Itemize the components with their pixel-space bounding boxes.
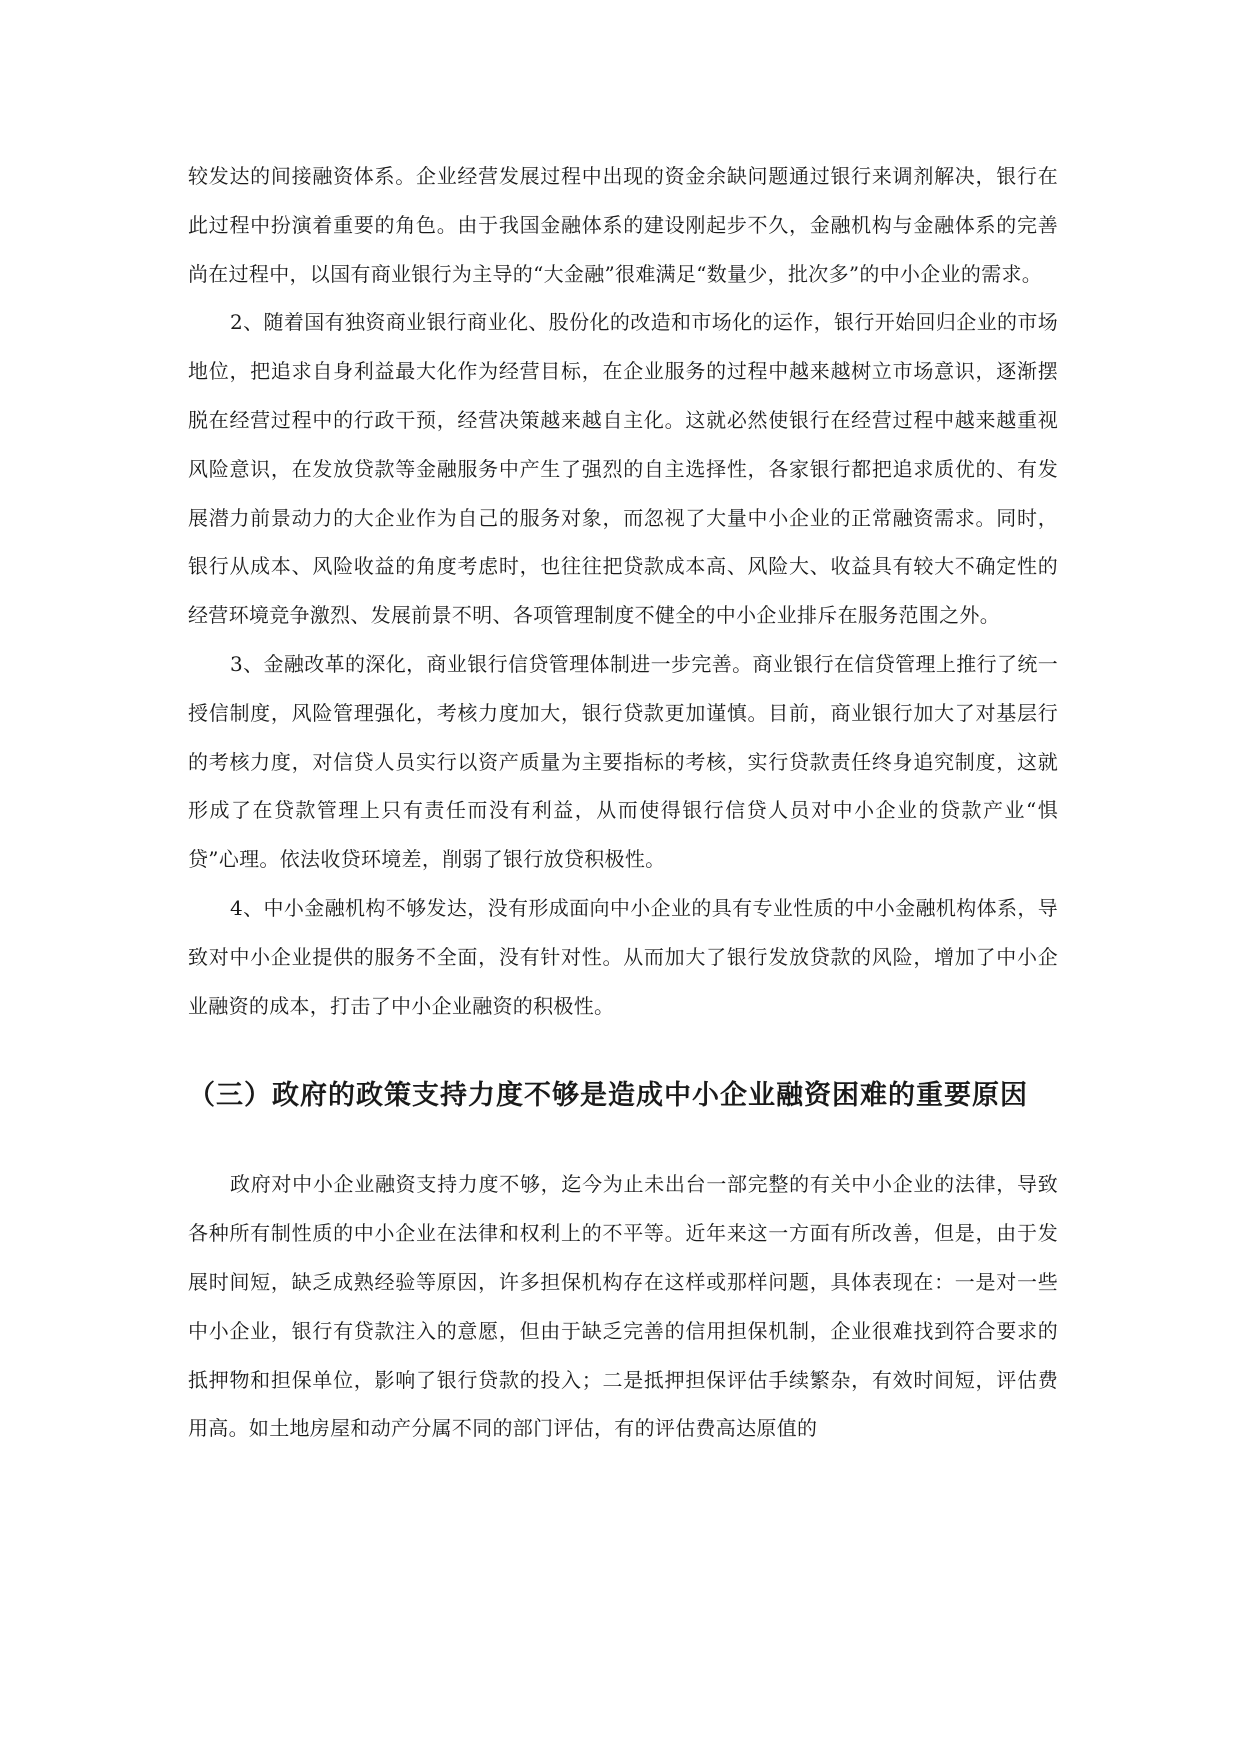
body-paragraph-5: 政府对中小企业融资支持力度不够，迄今为止未出台一部完整的有关中小企业的法律，导致各种所有制性质的中小企业在法律和权利上的不平等。近年来这一方面有所改善，但是，由于发展时间短，缺乏成熟经验等原因，许多担保机构存在这样或那样问题，具体表现在：一是对一些中小企业，银行有贷款注入的意愿，但由于缺乏完善的信用担保机制，企业很难找到符合要求的抵押物和担保单位，影响了银行贷款的投入；二是抵押担保评估手续繁杂，有效时间短，评估费用高。如土地房屋和动产分属不同的部门评估，有的评估费高达原值的 bbox=[188, 1172, 1058, 1441]
section-heading: （三）政府的政策支持力度不够是造成中小企业融资困难的重要原因 bbox=[188, 1080, 1028, 1112]
body-paragraph-3: 3、金融改革的深化，商业银行信贷管理体制进一步完善。商业银行在信贷管理上推行了统一授信制度，风险管理强化，考核力度加大，银行贷款更加谨慎。目前，商业银行加大了对基层行的考核力度，对信贷人员实行以资产质量为主要指标的考核，实行贷款责任终身追究制度，这就形成了在贷款管理上只有责任而没有利益，从而使得银行信贷人员对中小企业的贷款产业“惧贷”心理。依法收贷环境差，削弱了银行放贷积极性。 bbox=[188, 651, 1058, 872]
body-paragraph-2: 2、随着国有独资商业银行商业化、股份化的改造和市场化的运作，银行开始回归企业的市场地位，把追求自身利益最大化作为经营目标，在企业服务的过程中越来越树立市场意识，逐渐摆脱在经营过程中的行政干预，经营决策越来越自主化。这就必然使银行在经营过程中越来越重视风险意识，在发放贷款等金融服务中产生了强烈的自主选择性，各家银行都把追求质优的、有发展潜力前景动力的大企业作为自己的服务对象，而忽视了大量中小企业的正常融资需求。同时，银行从成本、风险收益的角度考虑时，也往往把贷款成本高、风险大、收益具有较大不确定性的经营环境竞争激烈、发展前景不明、各项管理制度不健全的中小企业排斥在服务范围之外。 bbox=[188, 310, 1058, 628]
page-content bbox=[188, 152, 1058, 1453]
body-paragraph-1: 较发达的间接融资体系。企业经营发展过程中出现的资金余缺问题通过银行来调剂解决，银行在此过程中扮演着重要的角色。由于我国金融体系的建设刚起步不久，金融机构与金融体系的完善尚在过程中，以国有商业银行为主导的“大金融”很难满足“数量少，批次多”的中小企业的需求。 bbox=[188, 164, 1058, 286]
body-paragraph-4: 4、中小金融机构不够发达，没有形成面向中小企业的具有专业性质的中小金融机构体系，导致对中小企业提供的服务不全面，没有针对性。从而加大了银行发放贷款的风险，增加了中小企业融资的成本，打击了中小企业融资的积极性。 bbox=[188, 895, 1058, 1018]
